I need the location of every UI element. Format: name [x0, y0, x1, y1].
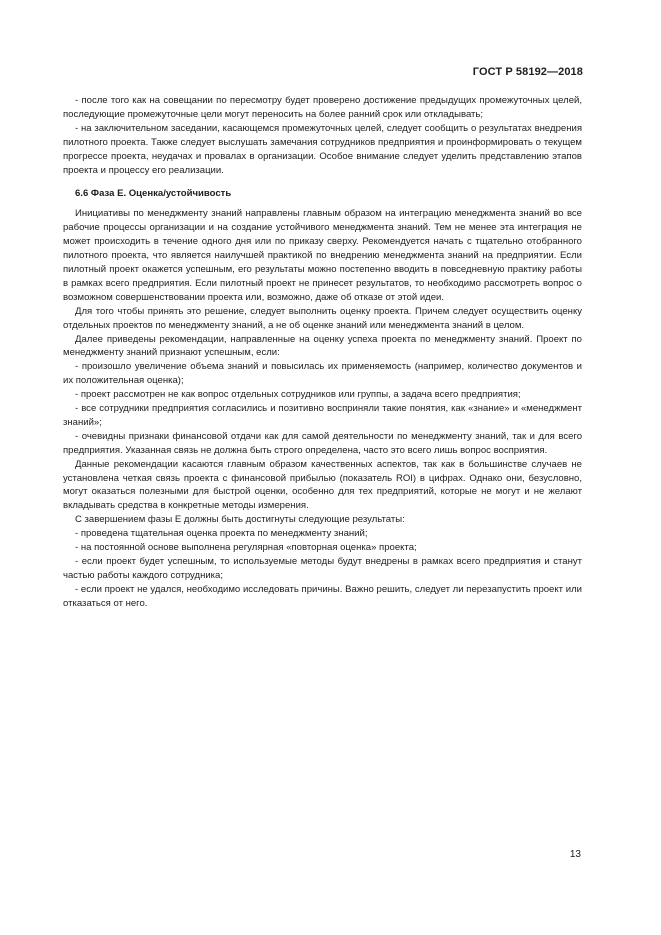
paragraph: Далее приведены рекомендации, направленные на оценку успеха проекта по менеджменту знаний. Проект по менеджменту знаний признают успешным, если:: [63, 333, 582, 359]
page-body: [63, 94, 582, 611]
page-number: 13: [569, 849, 581, 860]
document-header: ГОСТ Р 58192—2018: [472, 66, 583, 78]
list-item: - проект рассмотрен не как вопрос отдельных сотрудников или группы, а задача всего предприятия;: [75, 389, 521, 401]
paragraph: Данные рекомендации касаются главным образом качественных аспектов, так как в большинстве случаев не установлена четкая связь проекта с финансовой прибылью (показатель ROI) в цифрах. Однако они, безусловно, могут оказаться полезными для быстрой оценки, особенно для тех предприятий, которые не могут и не желают вкладывать средства в конкретные методы измерения.: [63, 458, 582, 512]
list-item: - на постоянной основе выполнена регулярная «повторная оценка» проекта;: [75, 542, 417, 554]
paragraph: Инициативы по менеджменту знаний направлены главным образом на интеграцию менеджмента знаний во все рабочие процессы организации и на создание устойчивого менеджмента знаний. Тем не менее эта интеграция не может происходить в течение одного дня или по приказу сверху. Рекомендуется начать с тщательно отобранного пилотного проекта, что является наилучшей практикой по внедрению менеджмента знаний на предприятии. Если пилотный проект окажется успешным, его результаты можно постепенно вводить в повседневную практику работы в рамках всего предприятия. Если пилотный проект не принесет результатов, то необходимо рассмотреть вопрос о возможном совершенствовании проекта или, возможно, даже об отказе от этой идеи.: [63, 208, 582, 303]
list-item: - очевидны признаки финансовой отдачи как для самой деятельности по менеджменту знаний, так и для всего предприятия. Указанная связь не должна быть строго определена, часто это всего лишь вопрос восприятия.: [63, 430, 582, 456]
section-heading: 6.6 Фаза E. Оценка/устойчивость: [75, 188, 232, 200]
intro-item: - на заключительном заседании, касающемся промежуточных целей, следует сообщить о результатах внедрения пилотного проекта. Также следует выслушать замечания сотрудников предприятия и проинформировать о текущем прогрессе проекта, неудачах и провалах в организации. Особое внимание следует уделить представлению этапов проекта и процессу его реализации.: [63, 122, 582, 176]
intro-item: - после того как на совещании по пересмотру будет проверено достижение предыдущих промежуточных целей, последующие промежуточные цели могут переносить на более ранний срок или откладывать;: [63, 95, 582, 120]
list-item: - все сотрудники предприятия согласились и позитивно восприняли такие понятия, как «знание» и «менеджмент знаний»;: [63, 403, 582, 428]
list-item: - если проект будет успешным, то используемые методы будут внедрены в рамках всего предприятия и станут частью работы каждого сотрудника;: [63, 556, 582, 581]
list-item: - проведена тщательная оценка проекта по менеджменту знаний;: [75, 528, 368, 540]
paragraph: Для того чтобы принять это решение, следует выполнить оценку проекта. Причем следует осуществить оценку отдельных проектов по менеджменту знаний, а не об оценке знаний или менеджмента знаний в целом.: [63, 305, 582, 331]
list-item: - если проект не удался, необходимо исследовать причины. Важно решить, следует ли перезапустить проект или отказаться от него.: [63, 583, 582, 609]
paragraph: С завершением фазы E должны быть достигнуты следующие результаты:: [75, 514, 405, 526]
list-item: - произошло увеличение объема знаний и повысилась их применяемость (например, количество документов и их положительная оценка);: [63, 361, 582, 387]
